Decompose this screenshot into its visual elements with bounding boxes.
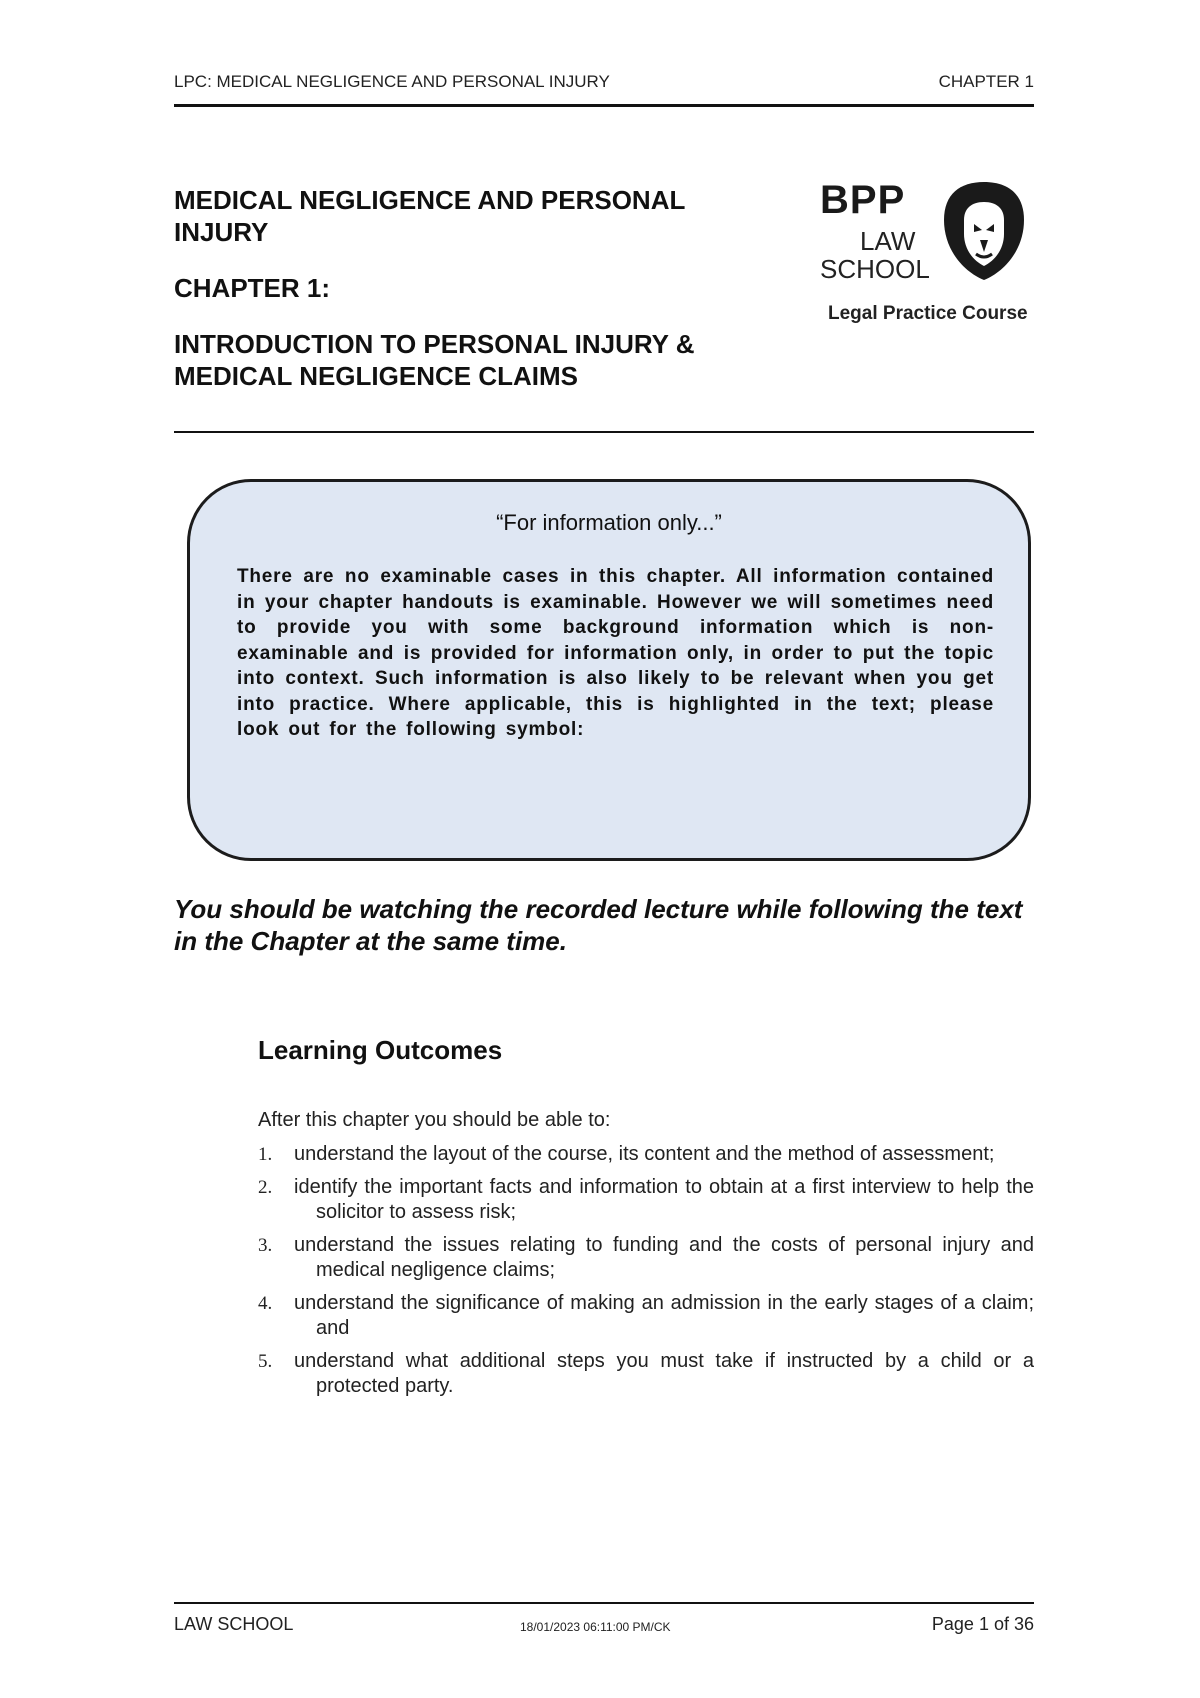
list-item-number: 4. — [258, 1293, 273, 1314]
logo-line-law: LAW — [860, 226, 916, 256]
bpp-logo — [820, 178, 1040, 298]
list-item-number: 1. — [258, 1144, 273, 1165]
title-divider — [174, 431, 1034, 433]
header-divider — [174, 104, 1034, 107]
logo-brand: BPP — [820, 178, 906, 222]
list-item-number: 3. — [258, 1235, 273, 1256]
page-number: Page 1 of 36 — [931, 1614, 1034, 1634]
lecture-instruction: You should be watching the recorded lecture while following the text in the Chapter at the same time. — [174, 894, 1023, 956]
list-item-number: 2. — [258, 1177, 273, 1198]
list-item — [258, 1291, 1034, 1341]
running-header-title: LPC: MEDICAL NEGLIGENCE AND PERSONAL INJURY — [174, 72, 610, 91]
document-title: MEDICAL NEGLIGENCE AND PERSONAL INJURY — [174, 185, 685, 247]
list-item — [258, 1142, 1034, 1167]
list-item-text: understand what additional steps you must take if instructed by a child or a protected party. — [294, 1350, 1034, 1397]
title-block — [174, 184, 774, 392]
chapter-title: INTRODUCTION TO PERSONAL INJURY & MEDICAL NEGLIGENCE CLAIMS — [174, 329, 695, 391]
course-name: Legal Practice Course — [828, 303, 1028, 324]
learning-outcomes-list — [258, 1142, 1034, 1407]
footer-timestamp: 18/01/2023 06:11:00 PM/CK — [520, 1620, 671, 1634]
info-box-text: There are no examinable cases in this chapter. All information contained in your chapter handouts is examinable. However we will sometimes need to provide you with some background information which is non-examinable and is provided for information only, in order to put the topic into context. Such information is also likely to be relevant when you get into practice. Where applicable, this is highlighted in the text; please look out for the following symbol: — [237, 566, 994, 740]
lion-head-shield-icon — [938, 180, 1030, 287]
logo-line-school: SCHOOL — [820, 254, 930, 284]
learning-outcomes-heading: Learning Outcomes — [258, 1035, 503, 1065]
learning-outcomes-intro: After this chapter you should be able to: — [258, 1109, 611, 1131]
list-item — [258, 1175, 1034, 1225]
footer-divider — [174, 1602, 1034, 1604]
list-item — [258, 1349, 1034, 1399]
list-item-text: understand the layout of the course, its content and the method of assessment; — [294, 1143, 995, 1165]
list-item-text: understand the issues relating to funding and the costs of personal injury and medical negligence claims; — [294, 1234, 1034, 1281]
info-box-title: “For information only...” — [496, 510, 722, 535]
list-item-number: 5. — [258, 1351, 273, 1372]
information-only-box — [187, 479, 1031, 861]
list-item-text: identify the important facts and information to obtain at a first interview to help the solicitor to assess risk; — [294, 1176, 1034, 1223]
list-item-text: understand the significance of making an admission in the early stages of a claim; and — [294, 1292, 1034, 1339]
footer-school: LAW SCHOOL — [174, 1614, 294, 1634]
running-header-chapter: CHAPTER 1 — [938, 72, 1034, 91]
list-item — [258, 1233, 1034, 1283]
chapter-number: CHAPTER 1: — [174, 273, 331, 303]
